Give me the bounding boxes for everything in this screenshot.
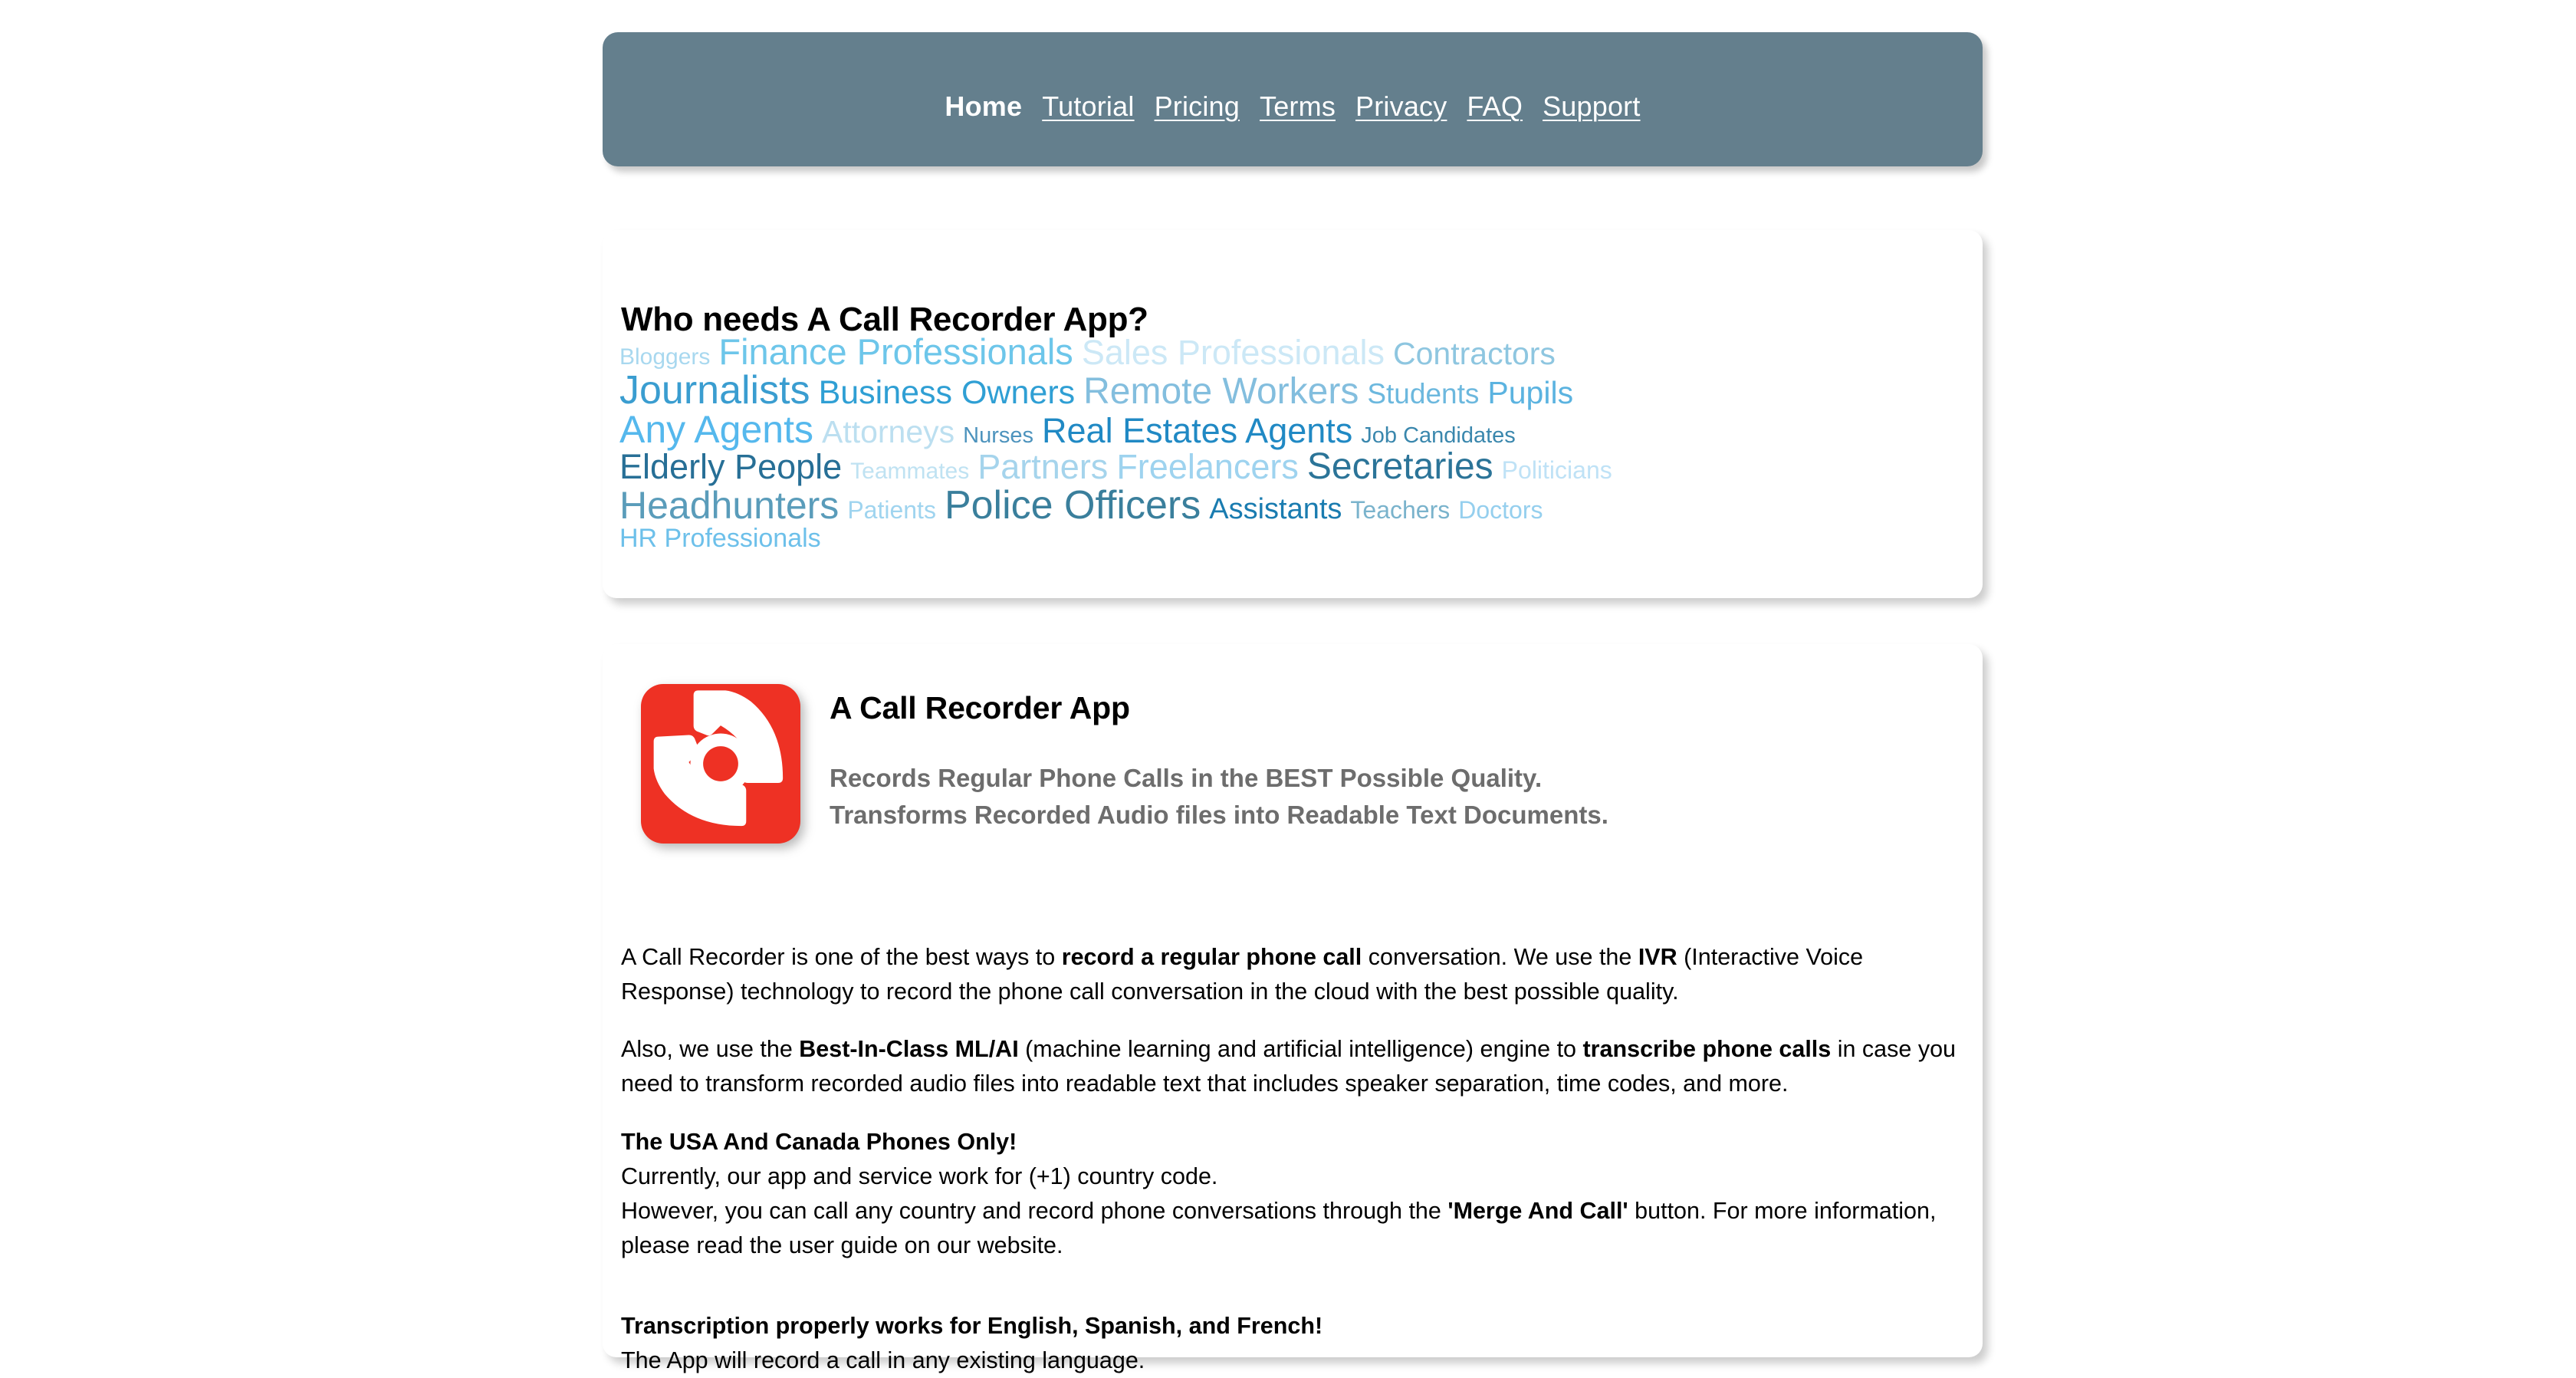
p2-text-a: Also, we use the: [621, 1036, 800, 1063]
word-cloud-term: Contractors: [1393, 336, 1556, 371]
word-cloud-term: Pupils: [1487, 375, 1574, 410]
p2-bold-transcribe: transcribe phone calls: [1582, 1036, 1832, 1063]
word-cloud-term: Finance Professionals: [718, 331, 1073, 372]
app-subtitle-line-2: Transforms Recorded Audio files into Readable Text Documents.: [830, 800, 1608, 829]
word-cloud-term: Business Owners: [818, 374, 1076, 411]
app-header: [621, 676, 1608, 844]
call-recorder-app-icon: [641, 684, 800, 844]
page-title: Who needs A Call Recorder App?: [621, 300, 1148, 338]
word-cloud-term: Attorneys: [821, 414, 955, 449]
word-cloud-row: [619, 483, 1969, 528]
word-cloud-term: Bloggers: [619, 344, 711, 370]
word-cloud-row: [619, 446, 1969, 487]
p1-text-e: (Interactive Voice Response) technology to record the phone call conversation in the cloud with the best possible quality.: [621, 943, 1864, 1005]
paragraph-transcription: [621, 1309, 1970, 1378]
nav-item-home[interactable]: Home: [945, 90, 1023, 122]
who-needs-card: [603, 230, 1983, 598]
coverage-heading: The USA And Canada Phones Only!: [621, 1128, 1017, 1155]
app-title: A Call Recorder App: [830, 690, 1130, 725]
word-cloud-term: Teammates: [850, 459, 970, 484]
word-cloud-term: Nurses: [963, 423, 1034, 448]
coverage-line-1: Currently, our app and service work for (+1) country code.: [621, 1163, 1218, 1189]
app-title-block: [830, 676, 1608, 834]
word-cloud-term: Students: [1367, 378, 1480, 409]
p3-text-a: However, you can call any country and record phone conversations through the: [621, 1197, 1448, 1224]
word-cloud-term: Elderly People: [619, 447, 843, 486]
word-cloud-term: Sales Professionals: [1081, 333, 1385, 372]
paragraph-intro: [621, 940, 1970, 1009]
paragraph-ml-ai: [621, 1032, 1970, 1101]
word-cloud-term: Doctors: [1458, 496, 1543, 524]
app-subtitle: [830, 760, 1608, 834]
nav-item-privacy[interactable]: Privacy: [1355, 90, 1447, 122]
word-cloud-term: Job Candidates: [1361, 423, 1516, 448]
word-cloud-term: Freelancers: [1116, 447, 1299, 486]
word-cloud-term: Assistants: [1209, 493, 1342, 525]
p1-bold-record: record a regular phone call: [1061, 943, 1362, 970]
app-body-copy: [621, 916, 1970, 1378]
p2-text-e: in case you need to transform recorded audio files into readable text that includes speaker separation, time codes, and more.: [621, 1036, 1956, 1097]
word-cloud-row: [619, 368, 1969, 413]
p3-bold-merge-and-call: 'Merge And Call': [1447, 1197, 1628, 1224]
nav-item-support[interactable]: Support: [1543, 90, 1641, 122]
word-cloud-term: Remote Workers: [1083, 371, 1359, 412]
word-cloud-term: HR Professionals: [619, 524, 821, 553]
p1-bold-ivr: IVR: [1638, 943, 1677, 970]
word-cloud-term: Police Officers: [944, 483, 1201, 528]
spacer: [621, 1286, 1970, 1309]
transcription-heading: Transcription properly works for English, Spanish, and French!: [621, 1313, 1323, 1339]
word-cloud-row: [619, 525, 1969, 551]
nav-item-terms[interactable]: Terms: [1260, 90, 1336, 122]
coverage-line-2: [621, 1194, 1970, 1263]
app-description-card: [603, 644, 1983, 1374]
nav-item-tutorial[interactable]: Tutorial: [1042, 90, 1135, 122]
word-cloud-term: Teachers: [1350, 496, 1451, 524]
word-cloud-term: Secretaries: [1306, 446, 1493, 487]
transcription-line-1: The App will record a call in any existing language.: [621, 1347, 1145, 1374]
word-cloud-term: Journalists: [619, 368, 810, 413]
word-cloud-term: Real Estates Agents: [1042, 411, 1353, 450]
p1-text-a: A Call Recorder is one of the best ways to: [621, 943, 1062, 970]
main-navigation-bar: [603, 32, 1983, 166]
nav-item-faq[interactable]: FAQ: [1467, 90, 1523, 122]
word-cloud-term: Headhunters: [619, 484, 840, 527]
word-cloud-row: [619, 410, 1969, 449]
p3-text-c: button. For more information, please read the user guide on our website.: [621, 1197, 1937, 1258]
word-cloud-term: Any Agents: [619, 408, 813, 451]
paragraph-coverage: [621, 1125, 1970, 1264]
word-cloud-row: [619, 331, 1969, 372]
p2-text-c: (machine learning and artificial intelligence) engine to: [1018, 1036, 1583, 1063]
word-cloud-term: Partners: [978, 447, 1109, 486]
nav-item-pricing[interactable]: Pricing: [1154, 90, 1240, 122]
p2-bold-mlai: Best-In-Class ML/AI: [799, 1036, 1019, 1063]
app-subtitle-line-1: Records Regular Phone Calls in the BEST Possible Quality.: [830, 764, 1543, 792]
word-cloud: [619, 331, 1969, 553]
word-cloud-term: Patients: [847, 496, 936, 524]
p1-text-c: conversation. We use the: [1362, 943, 1638, 970]
word-cloud-term: Politicians: [1501, 456, 1612, 484]
nav-list: [935, 79, 1650, 120]
